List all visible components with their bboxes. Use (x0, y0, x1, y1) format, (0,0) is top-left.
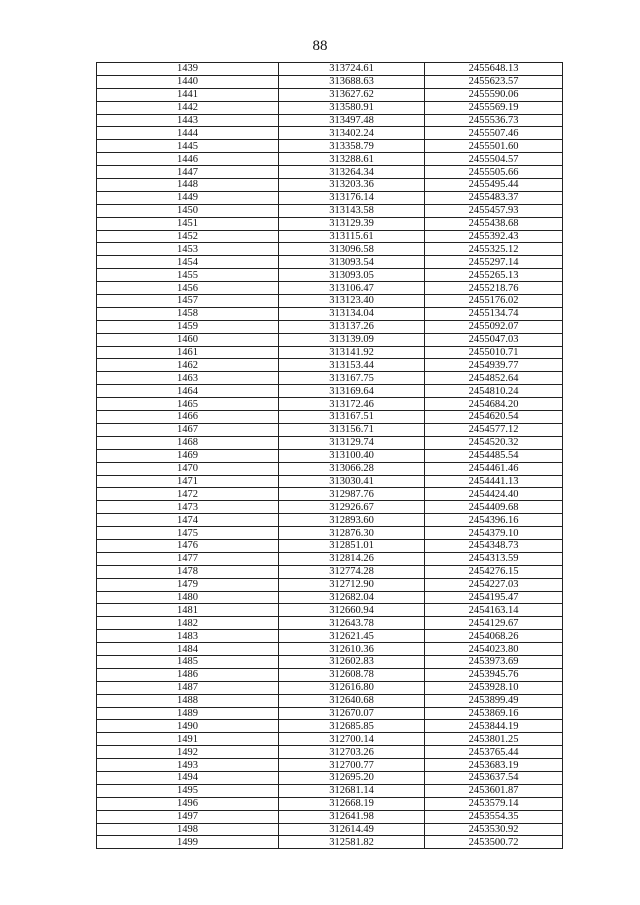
x-coordinate-cell: 313093.54 (279, 256, 425, 269)
point-number-cell: 1482 (97, 617, 279, 630)
point-number-cell: 1445 (97, 140, 279, 153)
point-number-cell: 1444 (97, 127, 279, 140)
table-row (97, 127, 563, 140)
y-coordinate-cell: 2454461.46 (425, 462, 563, 475)
table-row (97, 436, 563, 449)
point-number-cell: 1451 (97, 217, 279, 230)
y-coordinate-cell: 2454939.77 (425, 359, 563, 372)
table-row (97, 784, 563, 797)
x-coordinate-cell: 313115.61 (279, 230, 425, 243)
y-coordinate-cell: 2453601.87 (425, 784, 563, 797)
x-coordinate-cell: 312581.82 (279, 836, 425, 849)
table-row (97, 668, 563, 681)
point-number-cell: 1496 (97, 797, 279, 810)
y-coordinate-cell: 2455218.76 (425, 282, 563, 295)
point-number-cell: 1454 (97, 256, 279, 269)
point-number-cell: 1462 (97, 359, 279, 372)
x-coordinate-cell: 312774.28 (279, 565, 425, 578)
x-coordinate-cell: 313627.62 (279, 88, 425, 101)
table-row (97, 282, 563, 295)
x-coordinate-cell: 312685.85 (279, 720, 425, 733)
y-coordinate-cell: 2453899.49 (425, 694, 563, 707)
table-row (97, 565, 563, 578)
point-number-cell: 1466 (97, 411, 279, 424)
table-row (97, 823, 563, 836)
y-coordinate-cell: 2454485.54 (425, 449, 563, 462)
y-coordinate-cell: 2455176.02 (425, 295, 563, 308)
point-number-cell: 1471 (97, 475, 279, 488)
point-number-cell: 1447 (97, 166, 279, 179)
x-coordinate-cell: 312681.14 (279, 784, 425, 797)
table-row (97, 333, 563, 346)
x-coordinate-cell: 312640.68 (279, 694, 425, 707)
table-row (97, 630, 563, 643)
y-coordinate-cell: 2454195.47 (425, 591, 563, 604)
table-row (97, 655, 563, 668)
x-coordinate-cell: 313106.47 (279, 282, 425, 295)
point-number-cell: 1464 (97, 385, 279, 398)
point-number-cell: 1474 (97, 514, 279, 527)
table-row (97, 707, 563, 720)
point-number-cell: 1463 (97, 372, 279, 385)
y-coordinate-cell: 2455648.13 (425, 63, 563, 76)
point-number-cell: 1487 (97, 681, 279, 694)
y-coordinate-cell: 2453928.10 (425, 681, 563, 694)
y-coordinate-cell: 2455507.46 (425, 127, 563, 140)
table-row (97, 810, 563, 823)
x-coordinate-cell: 312670.07 (279, 707, 425, 720)
y-coordinate-cell: 2454348.73 (425, 539, 563, 552)
coordinates-table (96, 62, 563, 849)
x-coordinate-cell: 313141.92 (279, 346, 425, 359)
y-coordinate-cell: 2454379.10 (425, 527, 563, 540)
x-coordinate-cell: 312608.78 (279, 668, 425, 681)
y-coordinate-cell: 2454441.13 (425, 475, 563, 488)
x-coordinate-cell: 313066.28 (279, 462, 425, 475)
y-coordinate-cell: 2455504.57 (425, 153, 563, 166)
table-row (97, 398, 563, 411)
y-coordinate-cell: 2455092.07 (425, 320, 563, 333)
point-number-cell: 1465 (97, 398, 279, 411)
point-number-cell: 1469 (97, 449, 279, 462)
table-row (97, 63, 563, 76)
x-coordinate-cell: 312700.77 (279, 759, 425, 772)
x-coordinate-cell: 312814.26 (279, 552, 425, 565)
point-number-cell: 1446 (97, 153, 279, 166)
y-coordinate-cell: 2453683.19 (425, 759, 563, 772)
point-number-cell: 1485 (97, 655, 279, 668)
point-number-cell: 1441 (97, 88, 279, 101)
point-number-cell: 1491 (97, 733, 279, 746)
x-coordinate-cell: 313123.40 (279, 295, 425, 308)
y-coordinate-cell: 2453869.16 (425, 707, 563, 720)
table-row (97, 295, 563, 308)
x-coordinate-cell: 313264.34 (279, 166, 425, 179)
table-row (97, 166, 563, 179)
coordinates-table-body (97, 63, 563, 849)
table-row (97, 694, 563, 707)
x-coordinate-cell: 313153.44 (279, 359, 425, 372)
point-number-cell: 1493 (97, 759, 279, 772)
x-coordinate-cell: 312987.76 (279, 488, 425, 501)
table-row (97, 462, 563, 475)
x-coordinate-cell: 312660.94 (279, 604, 425, 617)
point-number-cell: 1470 (97, 462, 279, 475)
y-coordinate-cell: 2453844.19 (425, 720, 563, 733)
point-number-cell: 1456 (97, 282, 279, 295)
x-coordinate-cell: 313580.91 (279, 101, 425, 114)
page-number: 88 (312, 38, 328, 54)
table-row (97, 578, 563, 591)
x-coordinate-cell: 313172.46 (279, 398, 425, 411)
y-coordinate-cell: 2455536.73 (425, 114, 563, 127)
y-coordinate-cell: 2455590.06 (425, 88, 563, 101)
x-coordinate-cell: 312643.78 (279, 617, 425, 630)
table-row (97, 539, 563, 552)
table-row (97, 320, 563, 333)
point-number-cell: 1483 (97, 630, 279, 643)
table-row (97, 75, 563, 88)
point-number-cell: 1453 (97, 243, 279, 256)
table-row (97, 643, 563, 656)
table-row (97, 527, 563, 540)
x-coordinate-cell: 312876.30 (279, 527, 425, 540)
table-row (97, 307, 563, 320)
y-coordinate-cell: 2453765.44 (425, 746, 563, 759)
table-row (97, 140, 563, 153)
point-number-cell: 1495 (97, 784, 279, 797)
table-row (97, 449, 563, 462)
point-number-cell: 1443 (97, 114, 279, 127)
x-coordinate-cell: 313129.39 (279, 217, 425, 230)
y-coordinate-cell: 2453801.25 (425, 733, 563, 746)
x-coordinate-cell: 313203.36 (279, 179, 425, 192)
point-number-cell: 1473 (97, 501, 279, 514)
point-number-cell: 1477 (97, 552, 279, 565)
x-coordinate-cell: 312641.98 (279, 810, 425, 823)
y-coordinate-cell: 2455297.14 (425, 256, 563, 269)
point-number-cell: 1498 (97, 823, 279, 836)
point-number-cell: 1457 (97, 295, 279, 308)
x-coordinate-cell: 312712.90 (279, 578, 425, 591)
table-row (97, 759, 563, 772)
y-coordinate-cell: 2455047.03 (425, 333, 563, 346)
table-row (97, 604, 563, 617)
point-number-cell: 1442 (97, 101, 279, 114)
point-number-cell: 1479 (97, 578, 279, 591)
x-coordinate-cell: 313156.71 (279, 423, 425, 436)
x-coordinate-cell: 312851.01 (279, 539, 425, 552)
x-coordinate-cell: 313688.63 (279, 75, 425, 88)
point-number-cell: 1475 (97, 527, 279, 540)
table-row (97, 243, 563, 256)
y-coordinate-cell: 2455623.57 (425, 75, 563, 88)
table-row (97, 681, 563, 694)
x-coordinate-cell: 313169.64 (279, 385, 425, 398)
y-coordinate-cell: 2455505.66 (425, 166, 563, 179)
x-coordinate-cell: 313100.40 (279, 449, 425, 462)
point-number-cell: 1478 (97, 565, 279, 578)
point-number-cell: 1472 (97, 488, 279, 501)
y-coordinate-cell: 2454396.16 (425, 514, 563, 527)
point-number-cell: 1492 (97, 746, 279, 759)
y-coordinate-cell: 2455010.71 (425, 346, 563, 359)
y-coordinate-cell: 2455325.12 (425, 243, 563, 256)
y-coordinate-cell: 2455134.74 (425, 307, 563, 320)
y-coordinate-cell: 2454424.40 (425, 488, 563, 501)
x-coordinate-cell: 313093.05 (279, 269, 425, 282)
table-row (97, 552, 563, 565)
x-coordinate-cell: 313030.41 (279, 475, 425, 488)
table-row (97, 372, 563, 385)
x-coordinate-cell: 313096.58 (279, 243, 425, 256)
point-number-cell: 1489 (97, 707, 279, 720)
table-row (97, 746, 563, 759)
point-number-cell: 1467 (97, 423, 279, 436)
table-row (97, 488, 563, 501)
x-coordinate-cell: 312610.36 (279, 643, 425, 656)
point-number-cell: 1476 (97, 539, 279, 552)
x-coordinate-cell: 313134.04 (279, 307, 425, 320)
point-number-cell: 1461 (97, 346, 279, 359)
point-number-cell: 1450 (97, 204, 279, 217)
point-number-cell: 1468 (97, 436, 279, 449)
point-number-cell: 1459 (97, 320, 279, 333)
table-row (97, 514, 563, 527)
y-coordinate-cell: 2454068.26 (425, 630, 563, 643)
point-number-cell: 1480 (97, 591, 279, 604)
table-row (97, 411, 563, 424)
x-coordinate-cell: 313137.26 (279, 320, 425, 333)
x-coordinate-cell: 312602.83 (279, 655, 425, 668)
point-number-cell: 1460 (97, 333, 279, 346)
x-coordinate-cell: 312616.80 (279, 681, 425, 694)
y-coordinate-cell: 2454163.14 (425, 604, 563, 617)
table-row (97, 359, 563, 372)
y-coordinate-cell: 2453500.72 (425, 836, 563, 849)
table-row (97, 101, 563, 114)
x-coordinate-cell: 313176.14 (279, 191, 425, 204)
point-number-cell: 1490 (97, 720, 279, 733)
table-row (97, 230, 563, 243)
table-row (97, 153, 563, 166)
table-row (97, 191, 563, 204)
x-coordinate-cell: 313358.79 (279, 140, 425, 153)
x-coordinate-cell: 313288.61 (279, 153, 425, 166)
table-row (97, 720, 563, 733)
y-coordinate-cell: 2455483.37 (425, 191, 563, 204)
y-coordinate-cell: 2454023.80 (425, 643, 563, 656)
table-row (97, 733, 563, 746)
y-coordinate-cell: 2454520.32 (425, 436, 563, 449)
y-coordinate-cell: 2454852.64 (425, 372, 563, 385)
y-coordinate-cell: 2454227.03 (425, 578, 563, 591)
x-coordinate-cell: 313167.51 (279, 411, 425, 424)
x-coordinate-cell: 312703.26 (279, 746, 425, 759)
table-row (97, 114, 563, 127)
y-coordinate-cell: 2454276.15 (425, 565, 563, 578)
point-number-cell: 1455 (97, 269, 279, 282)
table-row (97, 475, 563, 488)
table-row (97, 771, 563, 784)
point-number-cell: 1486 (97, 668, 279, 681)
x-coordinate-cell: 313139.09 (279, 333, 425, 346)
y-coordinate-cell: 2454409.68 (425, 501, 563, 514)
x-coordinate-cell: 312700.14 (279, 733, 425, 746)
y-coordinate-cell: 2455495.44 (425, 179, 563, 192)
x-coordinate-cell: 312668.19 (279, 797, 425, 810)
x-coordinate-cell: 313167.75 (279, 372, 425, 385)
point-number-cell: 1494 (97, 771, 279, 784)
point-number-cell: 1449 (97, 191, 279, 204)
y-coordinate-cell: 2455569.19 (425, 101, 563, 114)
table-row (97, 217, 563, 230)
y-coordinate-cell: 2455501.60 (425, 140, 563, 153)
x-coordinate-cell: 312893.60 (279, 514, 425, 527)
point-number-cell: 1499 (97, 836, 279, 849)
table-row (97, 346, 563, 359)
table-row (97, 501, 563, 514)
x-coordinate-cell: 312682.04 (279, 591, 425, 604)
table-row (97, 179, 563, 192)
point-number-cell: 1458 (97, 307, 279, 320)
y-coordinate-cell: 2454684.20 (425, 398, 563, 411)
y-coordinate-cell: 2454620.54 (425, 411, 563, 424)
y-coordinate-cell: 2454313.59 (425, 552, 563, 565)
x-coordinate-cell: 313143.58 (279, 204, 425, 217)
y-coordinate-cell: 2453945.76 (425, 668, 563, 681)
y-coordinate-cell: 2455438.68 (425, 217, 563, 230)
point-number-cell: 1488 (97, 694, 279, 707)
y-coordinate-cell: 2453579.14 (425, 797, 563, 810)
point-number-cell: 1452 (97, 230, 279, 243)
x-coordinate-cell: 313724.61 (279, 63, 425, 76)
table-row (97, 269, 563, 282)
x-coordinate-cell: 313402.24 (279, 127, 425, 140)
table-row (97, 256, 563, 269)
table-row (97, 591, 563, 604)
y-coordinate-cell: 2455457.93 (425, 204, 563, 217)
y-coordinate-cell: 2454810.24 (425, 385, 563, 398)
table-row (97, 617, 563, 630)
x-coordinate-cell: 312621.45 (279, 630, 425, 643)
point-number-cell: 1481 (97, 604, 279, 617)
y-coordinate-cell: 2454577.12 (425, 423, 563, 436)
y-coordinate-cell: 2454129.67 (425, 617, 563, 630)
table-row (97, 88, 563, 101)
point-number-cell: 1440 (97, 75, 279, 88)
point-number-cell: 1448 (97, 179, 279, 192)
table-row (97, 423, 563, 436)
x-coordinate-cell: 312695.20 (279, 771, 425, 784)
x-coordinate-cell: 313129.74 (279, 436, 425, 449)
point-number-cell: 1484 (97, 643, 279, 656)
y-coordinate-cell: 2455265.13 (425, 269, 563, 282)
x-coordinate-cell: 313497.48 (279, 114, 425, 127)
y-coordinate-cell: 2453530.92 (425, 823, 563, 836)
y-coordinate-cell: 2453973.69 (425, 655, 563, 668)
x-coordinate-cell: 312926.67 (279, 501, 425, 514)
y-coordinate-cell: 2453554.35 (425, 810, 563, 823)
x-coordinate-cell: 312614.49 (279, 823, 425, 836)
table-row (97, 385, 563, 398)
y-coordinate-cell: 2453637.54 (425, 771, 563, 784)
point-number-cell: 1439 (97, 63, 279, 76)
table-row (97, 797, 563, 810)
table-row (97, 204, 563, 217)
y-coordinate-cell: 2455392.43 (425, 230, 563, 243)
point-number-cell: 1497 (97, 810, 279, 823)
table-row (97, 836, 563, 849)
